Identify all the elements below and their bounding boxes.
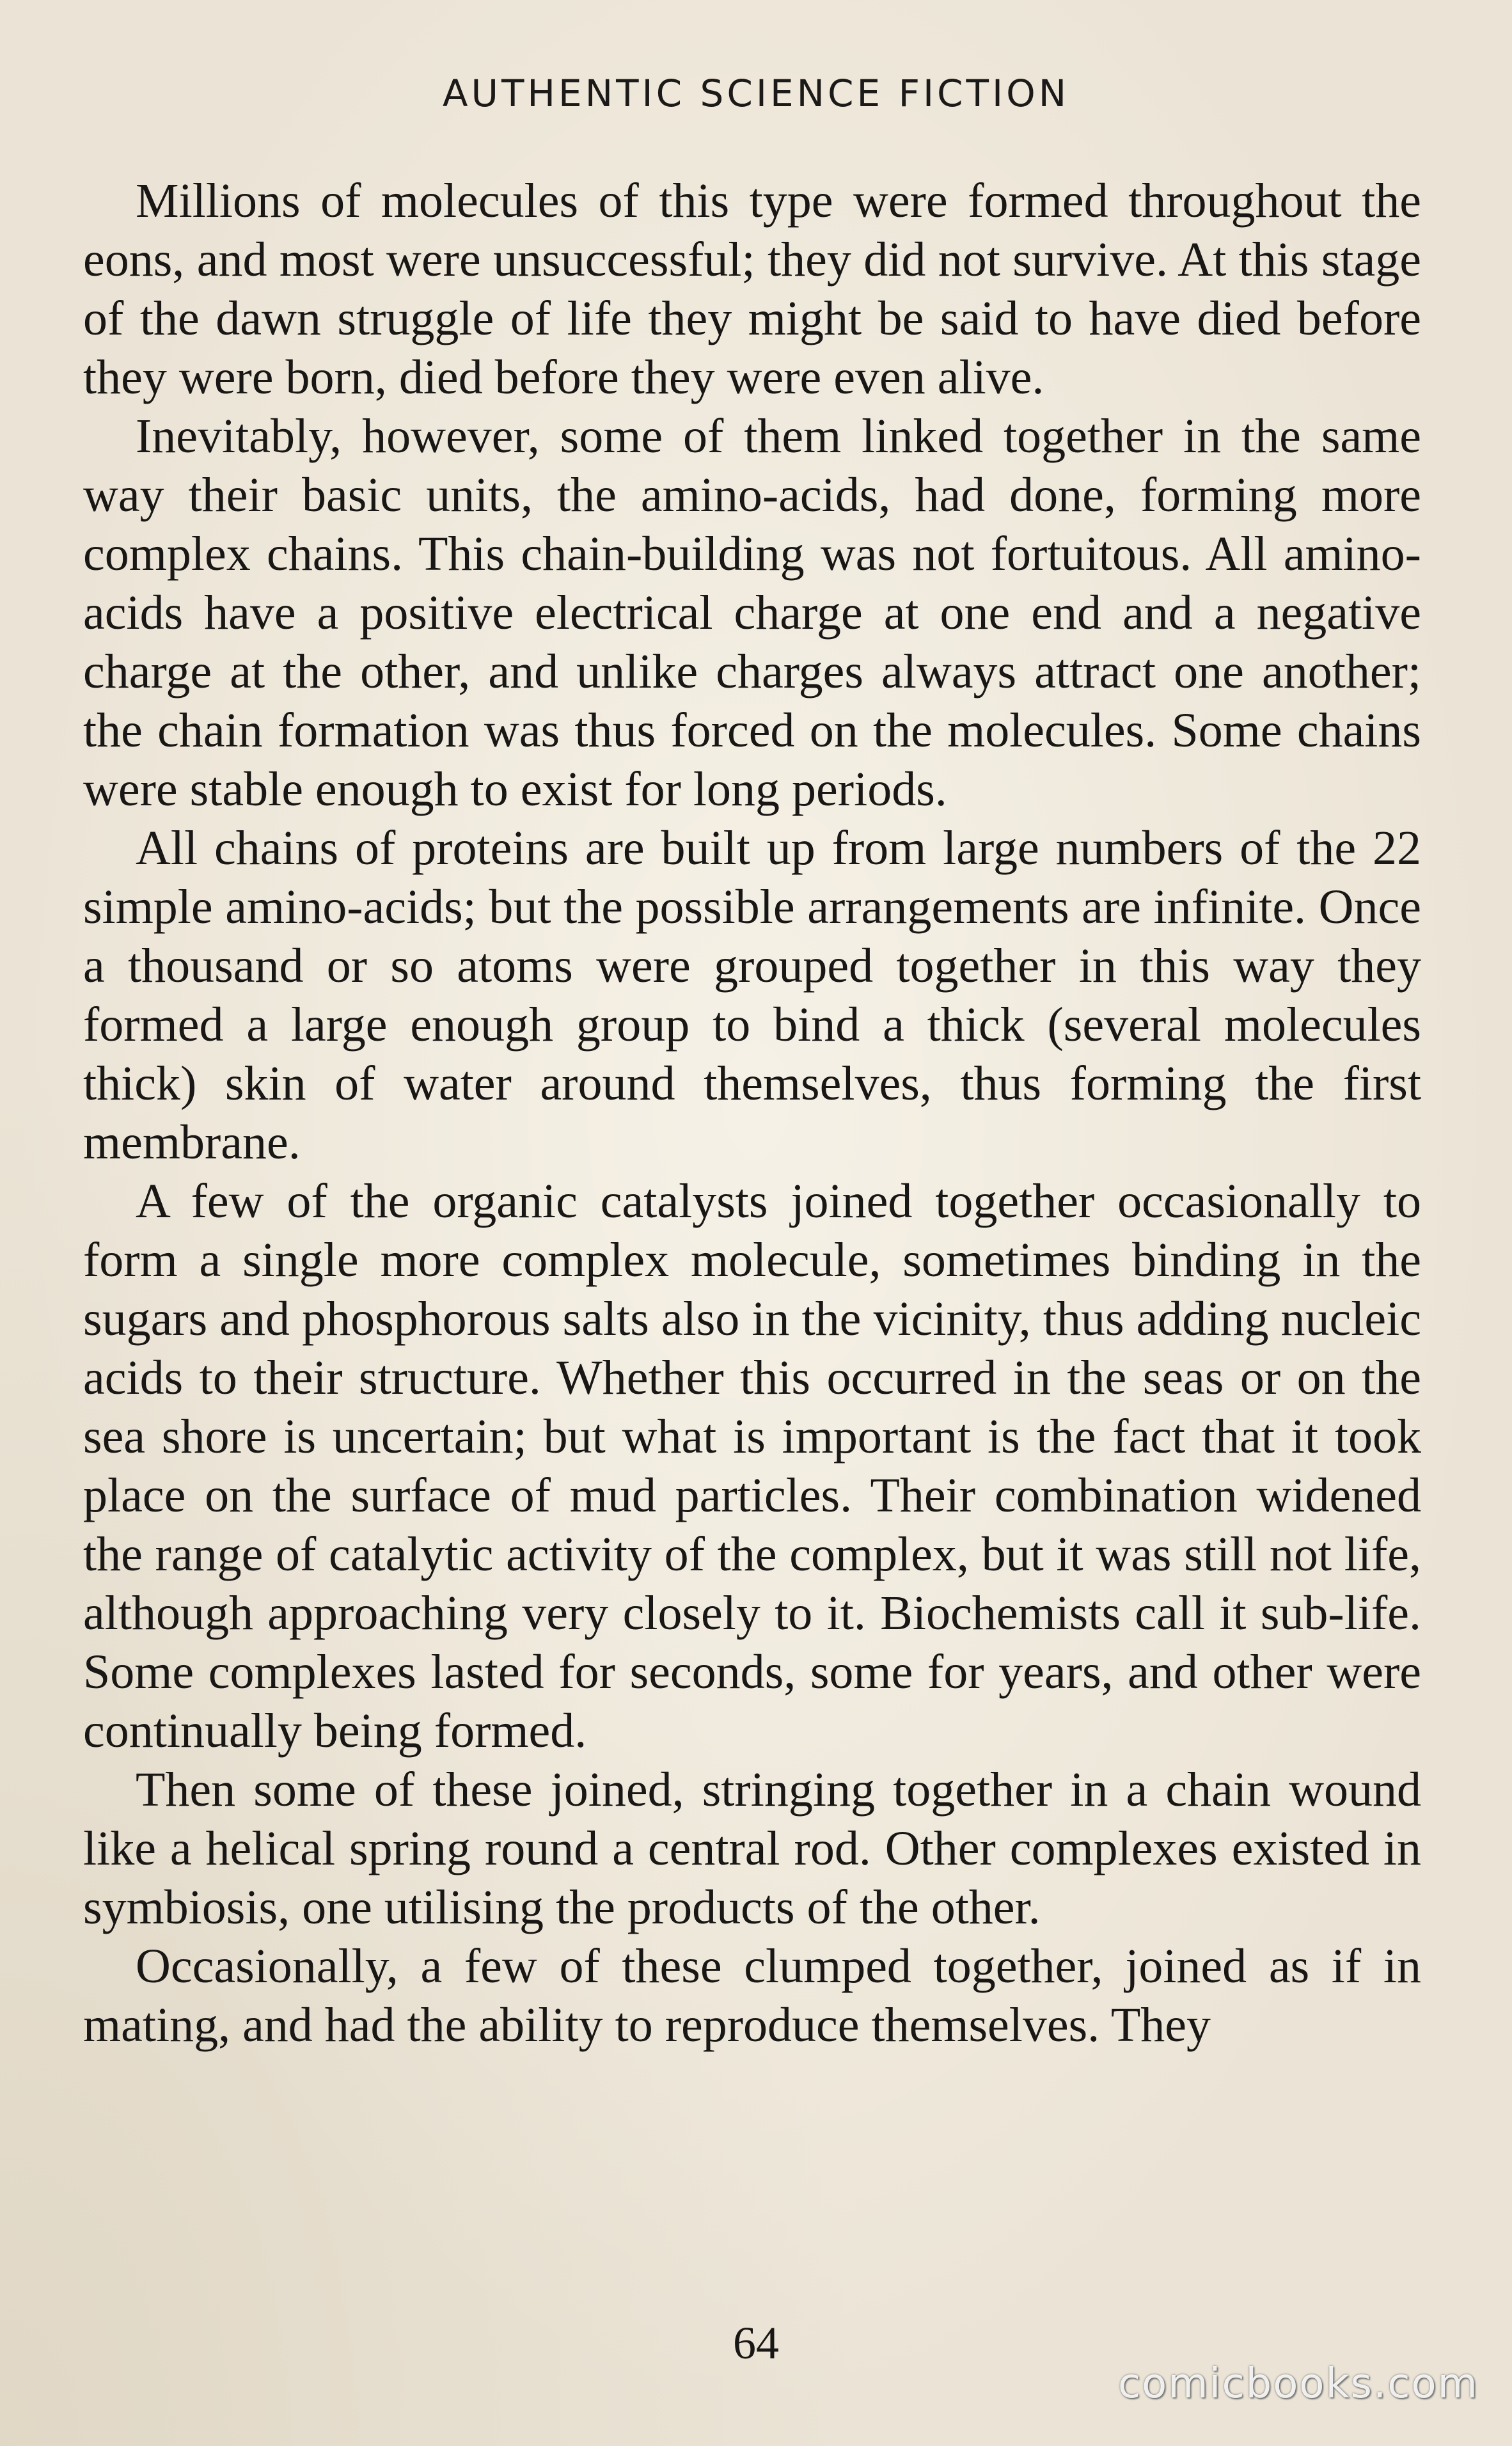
paragraph-5: Then some of these joined, stringing together in a chain wound like a helical spring round a central rod. Other complexes existed in symbiosis, one utilising the products of the other.	[83, 1763, 1421, 1934]
paragraph-3: All chains of proteins are built up from large numbers of the 22 simple amino-acids; but the possible arrangements are infinite. Once a thousand or so atoms were grouped together in this way they formed a large enough group to bind a thick (several molecules thick) skin of water around themselves, thus forming the first membrane.	[83, 821, 1421, 1169]
running-header: AUTHENTIC SCIENCE FICTION	[442, 72, 1070, 115]
paragraph-1: Millions of molecules of this type were formed throughout the eons, and most were unsuccessful; they did not survive. At this stage of the dawn struggle of life they might be said to have died before they were born, died before they were even alive.	[83, 174, 1421, 404]
body-text	[83, 171, 1421, 2055]
paragraph-4: A few of the organic catalysts joined together occasionally to form a single more complex molecule, sometimes binding in the sugars and phosphorous salts also in the vicinity, thus adding nucleic acids to their structure. Whether this occurred in the seas or on the sea shore is uncertain; but what is important is the fact that it took place on the surface of mud particles. Their combination widened the range of catalytic activity of the complex, but it was still not life, although approaching very closely to it. Biochemists call it sub-life. Some complexes lasted for seconds, some for years, and other were continually being formed.	[83, 1174, 1421, 1758]
paragraph-2: Inevitably, however, some of them linked together in the same way their basic units, the amino-acids, had done, forming more complex chains. This chain-building was not fortuitous. All amino-acids have a positive electrical charge at one end and a negative charge at the other, and unlike charges always attract one another; the chain formation was thus forced on the molecules. Some chains were stable enough to exist for long periods.	[83, 409, 1421, 816]
page-number: 64	[733, 2317, 779, 2369]
paragraph-6: Occasionally, a few of these clumped together, joined as if in mating, and had the ability to reproduce themselves. They	[83, 1939, 1421, 2052]
watermark-logo: comicbooks.com	[1117, 2360, 1479, 2408]
